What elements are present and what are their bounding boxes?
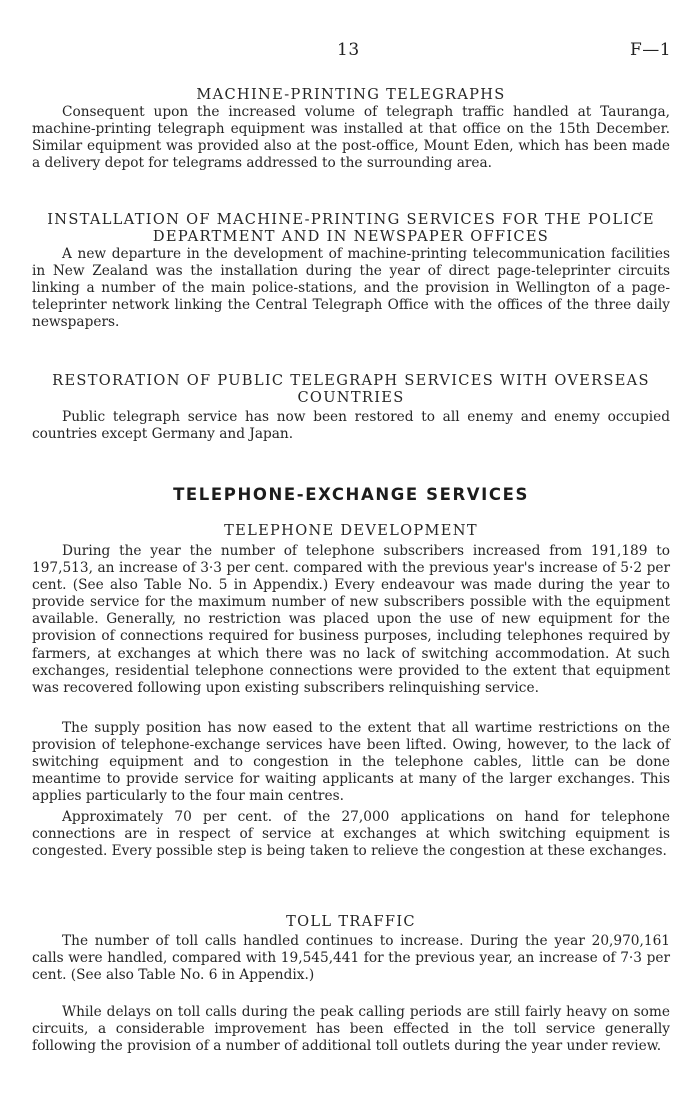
paragraph-telephone-development-1: During the year the number of telephone subscribers increased from 191,189 to 197,513, an increase of 3·3 per cent. compared with the previous year's increase of 5·2 per cent. (See also Table No. 5 in Appendix.) Every endeavour was made during the year to provide service for the maximum number of new subscribers possible with the equipment available. Generally, no restriction was placed upon the use of new equipment for the provision of connections required for business purposes, including telephones required by farmers, at exchanges at which there was no lack of switching accommodation. At such exchanges, residential telephone connections were provided to the extent that equipment was recovered following upon existing subscribers relinquishing service. [32,543,670,696]
heading-toll-traffic: TOLL TRAFFIC [286,913,416,930]
document-code: F—1 [630,40,672,60]
paragraph-toll-traffic-1: The number of toll calls handled continues to increase. During the year 20,970,161 calls were handled, compared with 19,545,441 for the previous year, an increase of 7·3 per cent. (See also Table No. 6 in Appendix.) [32,933,670,984]
heading-telephone-development: TELEPHONE DEVELOPMENT [224,522,478,539]
heading-telephone-exchange-services: TELEPHONE-EXCHANGE SERVICES [173,485,529,504]
paragraph-toll-traffic-2: While delays on toll calls during the peak calling periods are still fairly heavy on some circuits, a considerable improvement has been effected in the toll service generally following the provision of a number of additional toll outlets during the year under review. [32,1004,670,1055]
heading-overseas-restoration: RESTORATION OF PUBLIC TELEGRAPH SERVICES WITH OVERSEAS COUNTRIES [52,372,650,406]
heading-police-installation: INSTALLATION OF MACHINE-PRINTING SERVICES FOR THE POLICE DEPARTMENT AND IN NEWSPAPER OFFICES [47,211,655,245]
paragraph-telephone-development-2: The supply position has now eased to the extent that all wartime restrictions on the provision of telephone-exchange services have been lifted. Owing, however, to the lack of switching equipment and to congestion in the telephone cables, little can be done meantime to provide service for waiting applicants at many of the larger exchanges. This applies particularly to the four main centres. [32,720,670,805]
paragraph-overseas-restoration: Public telegraph service has now been restored to all enemy and enemy occupied countries except Germany and Japan. [32,409,670,443]
paragraph-telephone-development-3: Approximately 70 per cent. of the 27,000 applications on hand for telephone connections are in respect of service at exchanges at which switching equipment is congested. Every possible step is being taken to relieve the congestion at these exchanges. [32,809,670,860]
heading-machine-printing-telegraphs: MACHINE-PRINTING TELEGRAPHS [196,86,506,103]
page-number: 13 [337,40,360,60]
paragraph-machine-printing: Consequent upon the increased volume of telegraph traffic handled at Tauranga, machine-printing telegraph equipment was installed at that office on the 15th December. Similar equipment was provided also at the post-office, Mount Eden, which has been made a delivery depot for telegrams addressed to the surrounding area. [32,104,670,172]
paragraph-police-installation: A new departure in the development of machine-printing telecommunication facilities in New Zealand was the installation during the year of direct page-teleprinter circuits linking a number of the main police-stations, and the provision in Wellington of a page-teleprinter network linking the Central Telegraph Office with the offices of the three daily newspapers. [32,246,670,331]
